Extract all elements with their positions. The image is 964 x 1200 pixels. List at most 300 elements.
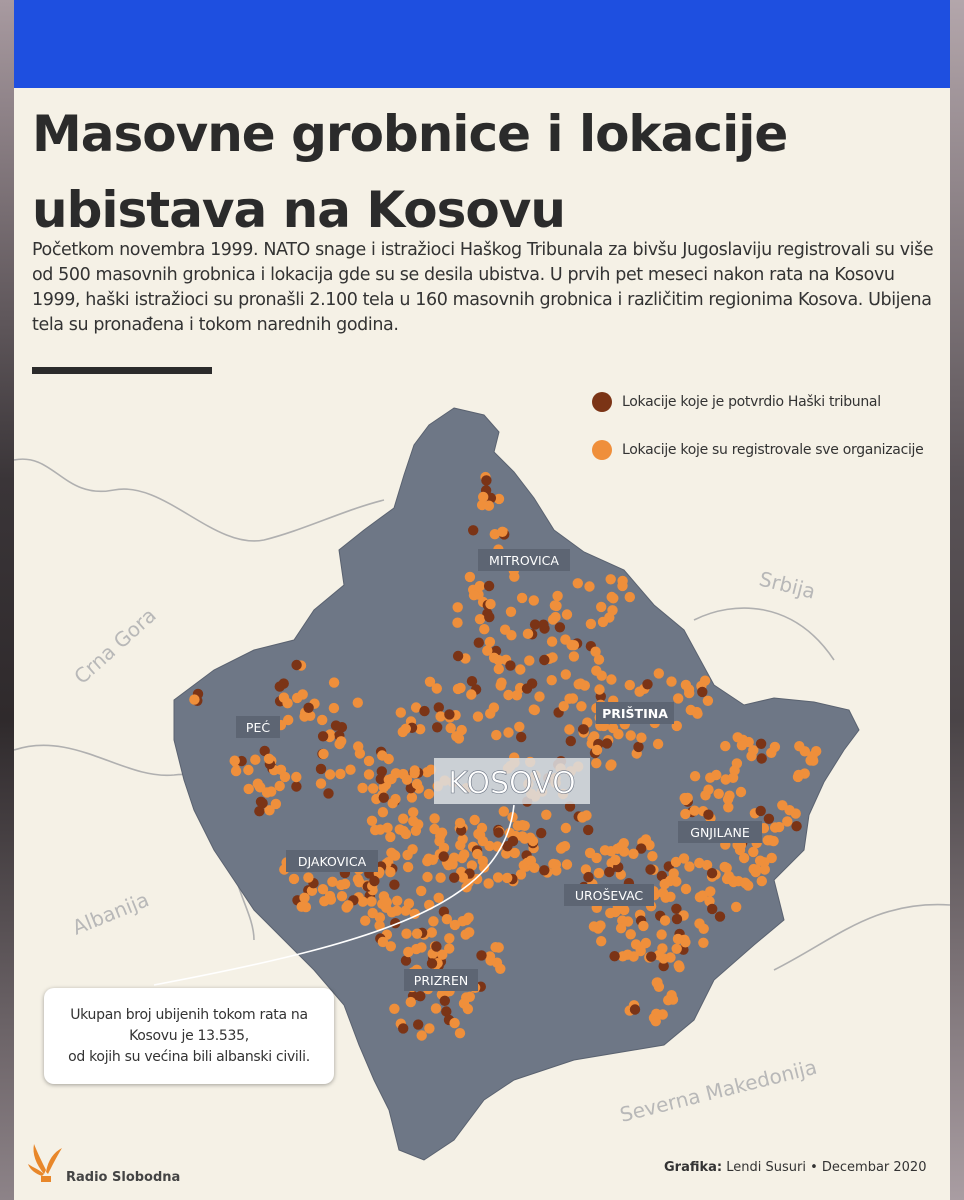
location-dot	[608, 593, 618, 603]
location-dot	[596, 602, 606, 612]
location-dot	[318, 731, 328, 741]
location-dot	[689, 806, 699, 816]
location-dot	[656, 929, 666, 939]
page-title	[32, 96, 932, 248]
location-dot	[628, 849, 638, 859]
location-dot	[384, 775, 394, 785]
location-dot	[660, 915, 670, 925]
location-dot	[407, 844, 417, 854]
location-dot	[538, 620, 548, 630]
location-dot	[586, 619, 596, 629]
location-dot	[562, 859, 572, 869]
location-dot	[784, 805, 794, 815]
location-dot	[697, 687, 707, 697]
location-dot	[606, 759, 616, 769]
location-dot	[746, 751, 756, 761]
location-dot	[683, 793, 693, 803]
location-dot	[573, 578, 583, 588]
location-dot	[343, 900, 353, 910]
location-dot	[412, 929, 422, 939]
location-dot	[485, 599, 495, 609]
location-dot	[470, 815, 480, 825]
location-dot	[613, 729, 623, 739]
location-dot	[547, 636, 557, 646]
total-killed-callout: Ukupan broj ubijenih tokom rata na Kosovu je 13.535, od kojih su većina bili albanski civili.	[44, 988, 334, 1084]
location-dot	[449, 873, 459, 883]
location-dot	[661, 893, 671, 903]
location-dot	[291, 660, 301, 670]
location-dot	[756, 739, 766, 749]
location-dot	[774, 822, 784, 832]
svg-text:DJAKOVICA: DJAKOVICA	[297, 854, 367, 869]
location-dot	[468, 525, 478, 535]
city-label-djakovica	[286, 850, 378, 872]
location-dot	[442, 914, 452, 924]
location-dot	[517, 593, 527, 603]
location-dot	[429, 813, 439, 823]
location-dot	[401, 929, 411, 939]
location-dot	[476, 950, 486, 960]
location-dot	[591, 853, 601, 863]
location-dot	[364, 756, 374, 766]
intro-paragraph: Početkom novembra 1999. NATO snage i istražioci Haškog Tribunala za bivšu Jugoslaviju registrovali su više od 500 masovnih grobnica i lokacija gde su se desila ubistva. U prvih pet meseci nakon rata na Kosovu 1999, haški istražioci su pronašli 2.100 tela u 160 masovnih grobnica i različitim regionima Kosova. Ubijena tela su pronađena i tokom narednih godina.	[32, 240, 934, 335]
location-dot	[384, 754, 394, 764]
location-dot	[422, 856, 432, 866]
location-dot	[647, 851, 657, 861]
location-dot	[671, 857, 681, 867]
location-dot	[703, 785, 713, 795]
location-dot	[606, 674, 616, 684]
location-dot	[522, 683, 532, 693]
location-dot	[653, 739, 663, 749]
location-dot	[680, 809, 690, 819]
location-dot	[764, 814, 774, 824]
title-line-1: Masovne grobnice i lokacije	[32, 105, 788, 163]
location-dot	[453, 684, 463, 694]
location-dot	[757, 876, 767, 886]
location-dot	[484, 612, 494, 622]
location-dot	[576, 701, 586, 711]
location-dot	[431, 941, 441, 951]
location-dot	[189, 694, 199, 704]
location-dot	[431, 1003, 441, 1013]
location-dot	[491, 730, 501, 740]
country-label-crna-gora: Crna Gora	[69, 603, 161, 689]
location-dot	[520, 834, 530, 844]
legend-dot-confirmed	[592, 392, 612, 412]
location-dot	[741, 878, 751, 888]
location-dot	[558, 842, 568, 852]
location-dot	[357, 783, 367, 793]
location-dot	[700, 676, 710, 686]
location-dot	[561, 669, 571, 679]
svg-text:GNJILANE: GNJILANE	[690, 825, 750, 840]
location-dot	[382, 823, 392, 833]
location-dot	[751, 867, 761, 877]
location-dot	[690, 771, 700, 781]
location-dot	[589, 921, 599, 931]
location-dot	[755, 856, 765, 866]
city-label-pristina	[596, 702, 674, 724]
title-divider	[32, 367, 212, 374]
location-dot	[654, 668, 664, 678]
location-dot	[291, 781, 301, 791]
location-dot	[760, 864, 770, 874]
country-label-severna-makedonija: Severna Makedonija	[617, 1054, 820, 1127]
location-dot	[465, 572, 475, 582]
location-dot	[609, 951, 619, 961]
location-dot	[596, 936, 606, 946]
location-dot	[401, 724, 411, 734]
location-dot	[634, 687, 644, 697]
location-dot	[453, 602, 463, 612]
legend-item-confirmed	[592, 388, 942, 416]
location-dot	[705, 773, 715, 783]
svg-text:UROŠEVAC: UROŠEVAC	[574, 888, 644, 903]
location-dot	[353, 698, 363, 708]
location-dot	[731, 902, 741, 912]
location-dot	[474, 638, 484, 648]
location-dot	[483, 878, 493, 888]
location-dot	[673, 934, 683, 944]
location-dot	[484, 581, 494, 591]
city-label-prizren	[404, 969, 478, 991]
kosovo-label	[434, 758, 590, 804]
location-dot	[424, 789, 434, 799]
location-dot	[230, 756, 240, 766]
location-dot	[493, 872, 503, 882]
location-dot	[703, 810, 713, 820]
location-dot	[382, 897, 392, 907]
location-dot	[569, 651, 579, 661]
location-dot	[435, 873, 445, 883]
legend-item-registered	[592, 436, 942, 464]
location-dot	[552, 591, 562, 601]
location-dot	[368, 783, 378, 793]
location-dot	[600, 845, 610, 855]
location-dot	[617, 576, 627, 586]
location-dot	[317, 715, 327, 725]
location-dot	[439, 851, 449, 861]
location-dot	[319, 896, 329, 906]
location-dot	[529, 595, 539, 605]
location-dot	[583, 825, 593, 835]
svg-text:PEĆ: PEĆ	[245, 720, 271, 735]
location-dot	[694, 858, 704, 868]
location-dot	[298, 689, 308, 699]
location-dot	[642, 679, 652, 689]
city-label-gnjilane	[678, 821, 762, 843]
location-dot	[323, 788, 333, 798]
location-dot	[723, 794, 733, 804]
location-dot	[353, 741, 363, 751]
location-dot	[461, 929, 471, 939]
location-dot	[551, 601, 561, 611]
location-dot	[378, 937, 388, 947]
location-dot	[583, 872, 593, 882]
location-dot	[364, 769, 374, 779]
location-dot	[631, 939, 641, 949]
location-dot	[452, 618, 462, 628]
location-dot	[392, 896, 402, 906]
country-label-srbija: Srbija	[756, 566, 818, 604]
location-dot	[478, 492, 488, 502]
location-dot	[325, 769, 335, 779]
location-dot	[652, 978, 662, 988]
location-dot	[523, 629, 533, 639]
location-dot	[736, 787, 746, 797]
location-dot	[515, 664, 525, 674]
location-dot	[449, 1018, 459, 1028]
location-dot	[469, 590, 479, 600]
location-dot	[703, 696, 713, 706]
location-dot	[594, 868, 604, 878]
location-dot	[408, 816, 418, 826]
location-dot	[444, 933, 454, 943]
location-dot	[564, 724, 574, 734]
location-dot	[275, 781, 285, 791]
location-dot	[485, 637, 495, 647]
location-dot	[606, 574, 616, 584]
location-dot	[757, 753, 767, 763]
location-dot	[566, 736, 576, 746]
location-dot	[432, 683, 442, 693]
location-dot	[707, 868, 717, 878]
location-dot	[410, 765, 420, 775]
location-dot	[412, 779, 422, 789]
location-dot	[360, 916, 370, 926]
location-dot	[406, 997, 416, 1007]
location-dot	[605, 908, 615, 918]
location-dot	[564, 694, 574, 704]
location-dot	[291, 772, 301, 782]
location-dot	[628, 951, 638, 961]
location-dot	[674, 962, 684, 972]
location-dot	[534, 691, 544, 701]
location-dot	[551, 865, 561, 875]
location-dot	[336, 736, 346, 746]
location-dot	[765, 835, 775, 845]
location-dot	[591, 758, 601, 768]
location-dot	[748, 847, 758, 857]
location-dot	[597, 671, 607, 681]
location-dot	[398, 1023, 408, 1033]
location-dot	[282, 698, 292, 708]
location-dot	[275, 681, 285, 691]
location-dot	[477, 823, 487, 833]
photo-edge-right	[950, 0, 964, 1200]
radio-slobodna-logo	[26, 1140, 226, 1196]
location-dot	[379, 793, 389, 803]
location-dot	[369, 876, 379, 886]
location-dot	[561, 823, 571, 833]
location-dot	[455, 818, 465, 828]
city-label-urosevac	[564, 884, 654, 906]
location-dot	[463, 1004, 473, 1014]
location-dot	[641, 834, 651, 844]
location-dot	[444, 709, 454, 719]
location-dot	[494, 942, 504, 952]
location-dot	[316, 778, 326, 788]
location-dot	[645, 864, 655, 874]
location-dot	[329, 703, 339, 713]
location-dot	[594, 684, 604, 694]
location-dot	[602, 738, 612, 748]
location-dot	[419, 706, 429, 716]
location-dot	[756, 806, 766, 816]
location-dot	[461, 915, 471, 925]
location-dot	[714, 789, 724, 799]
location-dot	[250, 755, 260, 765]
location-dot	[435, 711, 445, 721]
location-dot	[297, 902, 307, 912]
location-dot	[770, 742, 780, 752]
location-dot	[396, 707, 406, 717]
location-dot	[243, 765, 253, 775]
location-dot	[280, 772, 290, 782]
location-dot	[264, 754, 274, 764]
location-dot	[451, 731, 461, 741]
location-dot	[651, 1016, 661, 1026]
location-dot	[720, 862, 730, 872]
location-dot	[496, 680, 506, 690]
location-dot	[417, 1030, 427, 1040]
location-dot	[408, 807, 418, 817]
legend-dot-registered	[592, 440, 612, 460]
location-dot	[428, 916, 438, 926]
location-dot	[513, 821, 523, 831]
location-dot	[619, 838, 629, 848]
location-dot	[660, 879, 670, 889]
photo-edge-left	[0, 0, 14, 1200]
location-dot	[482, 646, 492, 656]
location-dot	[684, 861, 694, 871]
location-dot	[633, 742, 643, 752]
credit-text: Lendi Susuri • Decembar 2020	[722, 1160, 927, 1175]
location-dot	[475, 581, 485, 591]
location-dot	[598, 617, 608, 627]
location-dot	[398, 826, 408, 836]
location-dot	[367, 816, 377, 826]
location-dot	[378, 807, 388, 817]
location-dot	[666, 676, 676, 686]
location-dot	[560, 634, 570, 644]
location-dot	[562, 609, 572, 619]
location-dot	[610, 855, 620, 865]
location-dot	[699, 924, 709, 934]
location-dot	[398, 814, 408, 824]
svg-text:PRIŠTINA: PRIŠTINA	[602, 706, 668, 721]
location-dot	[453, 651, 463, 661]
location-dot	[724, 871, 734, 881]
location-dot	[257, 798, 267, 808]
location-dot	[403, 862, 413, 872]
location-dot	[262, 787, 272, 797]
location-dot	[231, 766, 241, 776]
location-dot	[638, 921, 648, 931]
location-dot	[375, 912, 385, 922]
location-dot	[289, 874, 299, 884]
location-dot	[805, 755, 815, 765]
location-dot	[616, 923, 626, 933]
border-line-north	[14, 459, 384, 541]
location-dot	[435, 831, 445, 841]
location-dot	[481, 475, 491, 485]
location-dot	[536, 828, 546, 838]
location-dot	[578, 724, 588, 734]
location-dot	[526, 856, 536, 866]
svg-text:MITROVICA: MITROVICA	[489, 553, 559, 568]
location-dot	[673, 693, 683, 703]
location-dot	[329, 677, 339, 687]
location-dot	[441, 1006, 451, 1016]
border-line-east	[694, 608, 834, 660]
location-dot	[569, 640, 579, 650]
country-label-albanija: Albanija	[68, 887, 153, 940]
location-dot	[390, 794, 400, 804]
location-dot	[427, 958, 437, 968]
logo-text: Radio Slobodna	[66, 1170, 181, 1185]
location-dot	[698, 938, 708, 948]
location-dot	[524, 655, 534, 665]
location-dot	[499, 806, 509, 816]
border-line-southeast	[774, 905, 950, 970]
location-dot	[737, 740, 747, 750]
graphic-credit	[664, 1160, 926, 1175]
location-dot	[516, 732, 526, 742]
location-dot	[592, 745, 602, 755]
location-dot	[299, 893, 309, 903]
legend-label-registered: Lokacije koje su registrovale sve organizacije	[622, 442, 924, 458]
location-dot	[539, 865, 549, 875]
location-dot	[303, 872, 313, 882]
location-dot	[403, 947, 413, 957]
header-color-bar	[14, 0, 950, 88]
location-dot	[506, 630, 516, 640]
location-dot	[705, 886, 715, 896]
location-dot	[800, 746, 810, 756]
location-dot	[366, 896, 376, 906]
location-dot	[503, 727, 513, 737]
location-dot	[668, 994, 678, 1004]
location-dot	[466, 689, 476, 699]
location-dot	[385, 832, 395, 842]
location-dot	[479, 624, 489, 634]
city-label-pec	[236, 716, 280, 738]
location-dot	[440, 996, 450, 1006]
city-label-mitrovica	[478, 549, 570, 571]
location-dot	[494, 664, 504, 674]
location-dot	[547, 675, 557, 685]
location-dot	[404, 898, 414, 908]
location-dot	[794, 770, 804, 780]
location-dot	[422, 872, 432, 882]
location-dot	[791, 821, 801, 831]
location-dot	[345, 765, 355, 775]
location-dot	[514, 722, 524, 732]
location-dot	[720, 741, 730, 751]
location-dot	[335, 769, 345, 779]
location-dot	[434, 702, 444, 712]
infographic-card	[14, 0, 950, 1200]
location-dot	[389, 880, 399, 890]
location-dot	[505, 660, 515, 670]
location-dot	[636, 733, 646, 743]
location-dot	[672, 914, 682, 924]
svg-text:KOSOVO: KOSOVO	[448, 766, 576, 801]
location-dot	[458, 834, 468, 844]
location-dot	[489, 702, 499, 712]
